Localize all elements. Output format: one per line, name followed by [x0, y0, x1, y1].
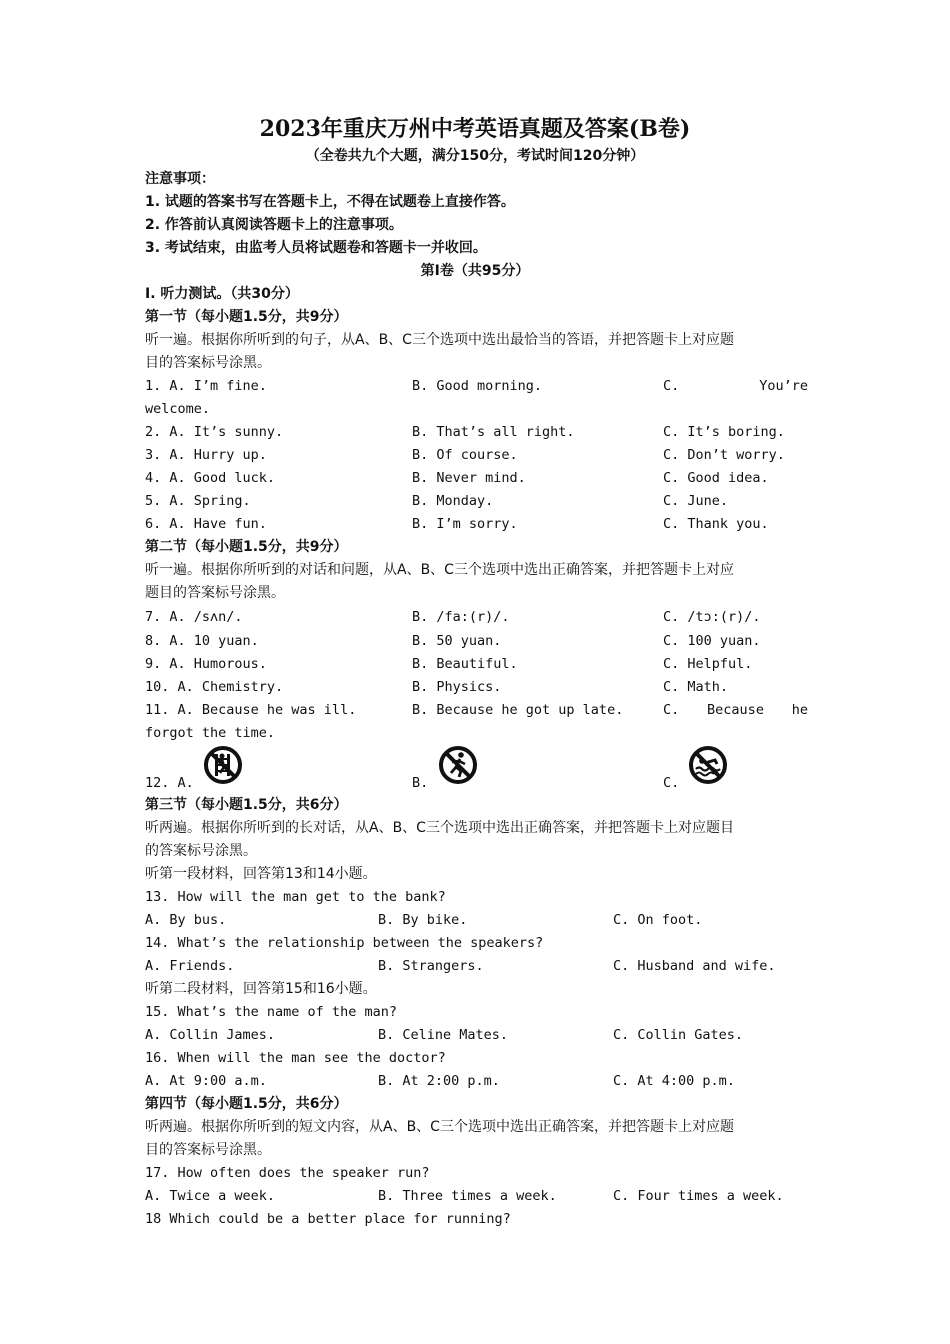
option-a: A. By bus. — [145, 912, 227, 928]
option-a: A. Twice a week. — [145, 1188, 276, 1204]
option-b: B. That’s all right. — [412, 424, 575, 440]
option-b: B. Never mind. — [412, 470, 526, 486]
option-c-letter: C. — [663, 378, 680, 394]
option-c: C. At 4:00 p.m. — [613, 1073, 735, 1089]
option-b: B. /fa:(r)/. — [412, 609, 510, 625]
option-c: C. 100 yuan. — [663, 633, 761, 649]
page-subtitle: （全卷共九个大题，满分150分，考试时间120分钟） — [305, 148, 645, 164]
option-b: B. — [412, 775, 429, 791]
option-c: C. Don’t worry. — [663, 447, 785, 463]
option-a: 8. A. 10 yuan. — [145, 633, 259, 649]
option-a: 11. A. Because he was ill. — [145, 702, 357, 718]
option-b: B. Good morning. — [412, 378, 543, 394]
option-b: B. By bike. — [378, 912, 468, 928]
option-c: C. Good idea. — [663, 470, 769, 486]
option-b: B. Physics. — [412, 679, 502, 695]
no-running-icon — [438, 745, 478, 785]
option-c: C. Husband and wife. — [613, 958, 776, 974]
option-c: C. Four times a week. — [613, 1188, 784, 1204]
section-heading: 第三节（每小题1.5分，共6分） — [145, 797, 348, 813]
option-c-text: he — [791, 702, 808, 718]
option-c-letter: C. — [663, 702, 680, 718]
option-a: 3. A. Hurry up. — [145, 447, 267, 463]
instruction: 听两遍。根据你所听到的短文内容，从A、B、C三个选项中选出正确答案，并把答题卡上对应题 — [145, 1119, 734, 1135]
option-b: B. At 2:00 p.m. — [378, 1073, 500, 1089]
option-c — [663, 699, 808, 721]
option-b: B. Strangers. — [378, 958, 484, 974]
option-c: C. It’s boring. — [663, 424, 785, 440]
no-climbing-icon — [203, 745, 243, 785]
option-c: C. On foot. — [613, 912, 703, 928]
section-heading: 第四节（每小题1.5分，共6分） — [145, 1096, 348, 1112]
option-a: 9. A. Humorous. — [145, 656, 267, 672]
option-wrap: forgot the time. — [145, 725, 276, 741]
option-c — [663, 375, 808, 397]
option-a: 6. A. Have fun. — [145, 516, 267, 532]
option-a: A. At 9:00 a.m. — [145, 1073, 267, 1089]
instruction: 听一遍。根据你所听到的句子，从A、B、C三个选项中选出最恰当的答语，并把答题卡上对应题 — [145, 332, 734, 348]
option-b: B. Three times a week. — [378, 1188, 557, 1204]
option-a: 1. A. I’m fine. — [145, 378, 267, 394]
option-a: 12. A. — [145, 775, 194, 791]
question: 14. What’s the relationship between the speakers? — [145, 935, 544, 951]
option-c: C. — [663, 775, 680, 791]
section-heading: 第二节（每小题1.5分，共9分） — [145, 539, 348, 555]
question: 17. How often does the speaker run? — [145, 1165, 430, 1181]
option-a: A. Friends. — [145, 958, 235, 974]
option-b: B. Because he got up late. — [412, 702, 624, 718]
option-a: 2. A. It’s sunny. — [145, 424, 284, 440]
instruction: 题目的答案标号涂黑。 — [145, 585, 285, 601]
option-c-text: You’re — [759, 378, 808, 394]
option-a: 7. A. /sʌn/. — [145, 609, 243, 625]
question: 16. When will the man see the doctor? — [145, 1050, 446, 1066]
option-c: C. /tɔ:(r)/. — [663, 609, 761, 625]
notice-heading: 注意事项： — [145, 171, 215, 187]
option-a: A. Collin James. — [145, 1027, 276, 1043]
option-c: C. Collin Gates. — [613, 1027, 744, 1043]
option-b: B. Beautiful. — [412, 656, 518, 672]
option-a: 4. A. Good luck. — [145, 470, 276, 486]
material-note: 听第二段材料，回答第15和16小题。 — [145, 981, 377, 997]
part-heading: Ⅰ. 听力测试。（共30分） — [145, 286, 299, 302]
section-heading: 第一节（每小题1.5分，共9分） — [145, 309, 348, 325]
option-c-text: Because — [707, 702, 764, 718]
instruction: 听两遍。根据你所听到的长对话，从A、B、C三个选项中选出正确答案，并把答题卡上对应题目 — [145, 820, 734, 836]
option-c: C. Thank you. — [663, 516, 769, 532]
option-c: C. Math. — [663, 679, 729, 695]
question: 13. How will the man get to the bank? — [145, 889, 446, 905]
option-wrap: welcome. — [145, 401, 211, 417]
material-note: 听第一段材料，回答第13和14小题。 — [145, 866, 377, 882]
option-b: B. Celine Mates. — [378, 1027, 509, 1043]
page-title: 2023年重庆万州中考英语真题及答案(B卷) — [259, 116, 691, 142]
option-a: 10. A. Chemistry. — [145, 679, 284, 695]
notice-item: 1. 试题的答案书写在答题卡上，不得在试题卷上直接作答。 — [145, 194, 515, 210]
option-c: C. Helpful. — [663, 656, 753, 672]
instruction: 目的答案标号涂黑。 — [145, 1142, 271, 1158]
instruction: 的答案标号涂黑。 — [145, 843, 257, 859]
question: 18 Which could be a better place for running? — [145, 1211, 511, 1227]
option-b: B. 50 yuan. — [412, 633, 502, 649]
option-b: B. Of course. — [412, 447, 518, 463]
instruction: 听一遍。根据你所听到的对话和问题，从A、B、C三个选项中选出正确答案，并把答题卡上对应 — [145, 562, 734, 578]
question: 15. What’s the name of the man? — [145, 1004, 397, 1020]
option-c: C. June. — [663, 493, 729, 509]
notice-item: 3. 考试结束，由监考人员将试题卷和答题卡一并收回。 — [145, 240, 487, 256]
option-b: B. I’m sorry. — [412, 516, 518, 532]
instruction: 目的答案标号涂黑。 — [145, 355, 271, 371]
notice-item: 2. 作答前认真阅读答题卡上的注意事项。 — [145, 217, 403, 233]
option-b: B. Monday. — [412, 493, 494, 509]
no-swimming-icon — [688, 745, 728, 785]
volume-heading: 第Ⅰ卷（共95分） — [420, 263, 530, 279]
option-a: 5. A. Spring. — [145, 493, 251, 509]
